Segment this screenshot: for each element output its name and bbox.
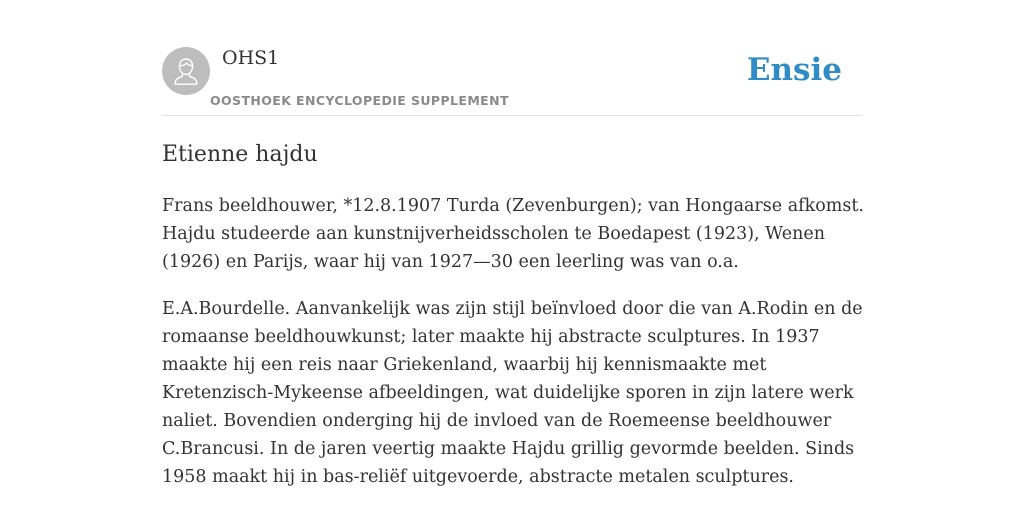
article-paragraph: Frans beeldhouwer, *12.8.1907 Turda (Zevenburgen); van Hongaarse afkomst. Hajdu studeerde aan kunstnijverheidsscholen te Boedapest (1923), Wenen (1926) en Parijs, waar hij van 1927—30 een leerling was van o.a.	[162, 196, 864, 272]
header-divider	[162, 115, 862, 116]
article-paragraph: E.A.Bourdelle. Aanvankelijk was zijn stijl beïnvloed door die van A.Rodin en de romaanse beeldhouwkunst; later maakte hij abstracte sculptures. In 1937 maakte hij een reis naar Griekenland, waarbij hij kennismaakte met Kretenzisch-Mykeense afbeeldingen, wat duidelijke sporen in zijn latere werk naliet. Bovendien onderging hij de invloed van de Roemeense beeldhouwer C.Brancusi. In de jaren veertig maakte Hajdu grillig gevormde beelden. Sinds 1958 maakt hij in bas-reliëf uitgevoerde, abstracte metalen sculptures.	[162, 299, 863, 487]
article-title: Etienne hajdu	[162, 142, 318, 167]
header	[162, 46, 862, 116]
brand-logo[interactable]: Ensie	[746, 52, 842, 88]
source-name[interactable]: OOSTHOEK ENCYCLOPEDIE SUPPLEMENT	[210, 93, 509, 108]
user-avatar-icon[interactable]	[162, 47, 210, 95]
article-body	[162, 192, 867, 510]
source-code[interactable]: OHS1	[222, 47, 280, 69]
